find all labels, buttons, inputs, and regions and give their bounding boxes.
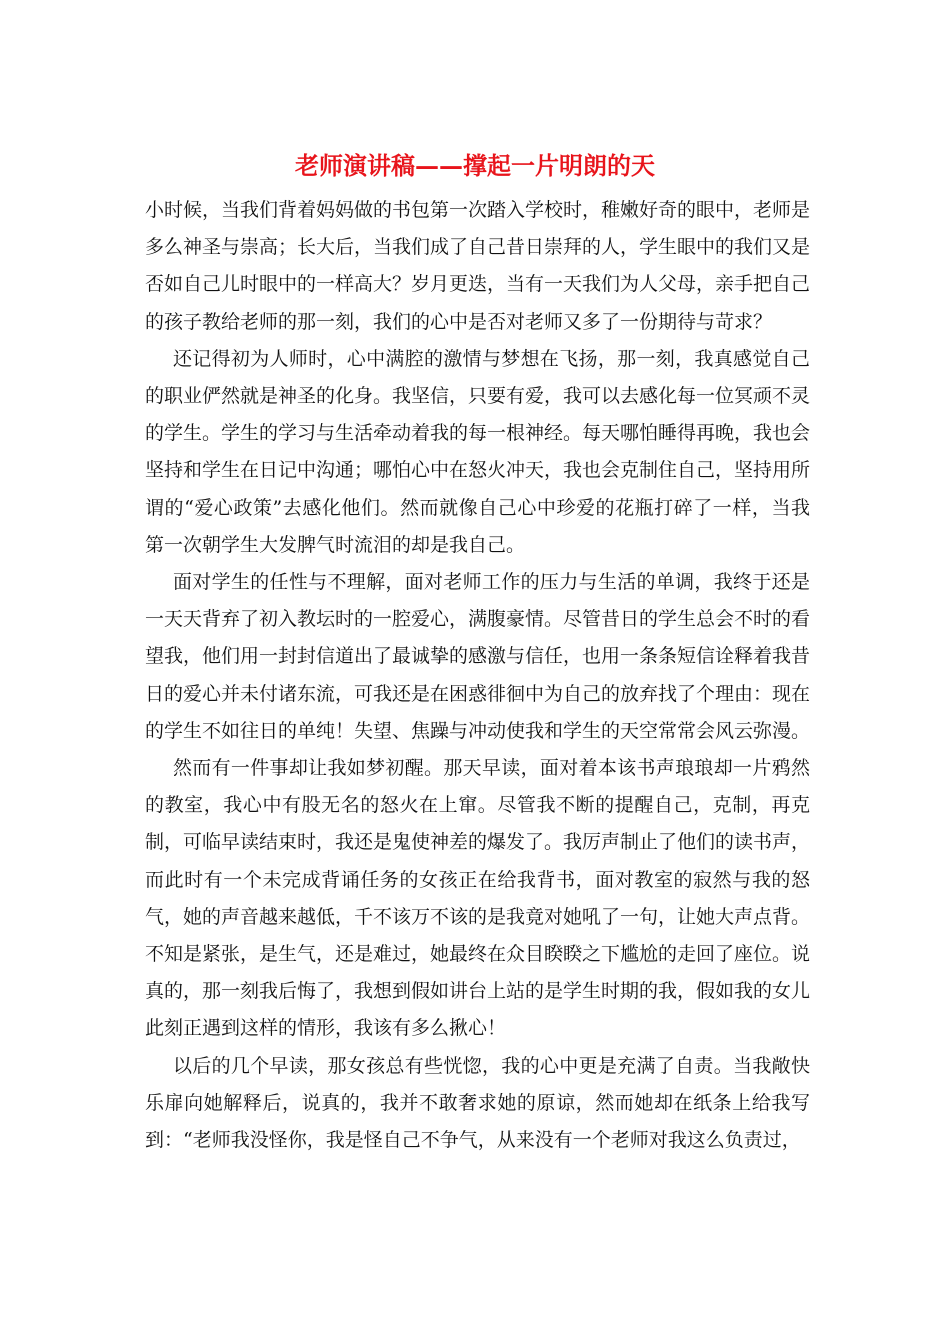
document-title: 老师演讲稿——撑起一片明朗的天	[295, 151, 655, 180]
paragraph-5: 以后的几个早读，那女孩总有些恍惚，我的心中更是充满了自责。当我敞快乐扉向她解释后，说真的，我并不敢奢求她的原谅，然而她却在纸条上给我写到：“老师我没怪你，我是怪自己不争气，从来没有一个老师对我这么负责过，	[145, 1054, 810, 1152]
paragraph-4: 然而有一件事却让我如梦初醒。那天早读，面对着本该书声琅琅却一片鸦然的教室，我心中有股无名的怒火在上窜。尽管我不断的提醒自己，克制，再克制，可临早读结束时，我还是鬼使神差的爆发了。我厉声制止了他们的读书声，而此时有一个未完成背诵任务的女孩正在给我背书，面对教室的寂然与我的怒气，她的声音越来越低，千不该万不该的是我竟对她吼了一句，让她大声点背。不知是紧张，是生气，还是难过，她最终在众目睽睽之下尴尬的走回了座位。说真的，那一刻我后悔了，我想到假如讲台上站的是学生时期的我，假如我的女儿此刻正遇到这样的情形，我该有多么揪心！	[145, 757, 811, 1040]
paragraph-1: 小时候，当我们背着妈妈做的书包第一次踏入学校时，稚嫩好奇的眼中，老师是多么神圣与崇高；长大后，当我们成了自己昔日崇拜的人，学生眼中的我们又是否如自己儿时眼中的一样高大？岁月更迭，当有一天我们为人父母，亲手把自己的孩子教给老师的那一刻，我们的心中是否对老师又多了一份期待与苛求？	[145, 199, 811, 333]
paragraph-3: 面对学生的任性与不理解，面对老师工作的压力与生活的单调，我终于还是一天天背弃了初入教坛时的一腔爱心，满腹豪情。尽管昔日的学生总会不时的看望我，他们用一封封信道出了最诚挚的感激与信任，也用一条条短信诠释着我昔日的爱心并未付诸东流，可我还是在困惑徘徊中为自己的放弃找了个理由：现在的学生不如往日的单纯！失望、焦躁与冲动使我和学生的天空常常会风云弥漫。	[145, 571, 811, 742]
paragraph-2: 还记得初为人师时，心中满腔的激情与梦想在飞扬，那一刻，我真感觉自己的职业俨然就是神圣的化身。我坚信，只要有爱，我可以去感化每一位冥顽不灵的学生。学生的学习与生活牵动着我的每一根神经。每天哪怕睡得再晚，我也会坚持和学生在日记中沟通；哪怕心中在怒火冲天，我也会克制住自己，坚持用所谓的“爱心政策”去感化他们。然而就像自己心中珍爱的花瓶打碎了一样，当我第一次朝学生大发脾气时流泪的却是我自己。	[145, 347, 811, 556]
document-body	[145, 192, 810, 1159]
